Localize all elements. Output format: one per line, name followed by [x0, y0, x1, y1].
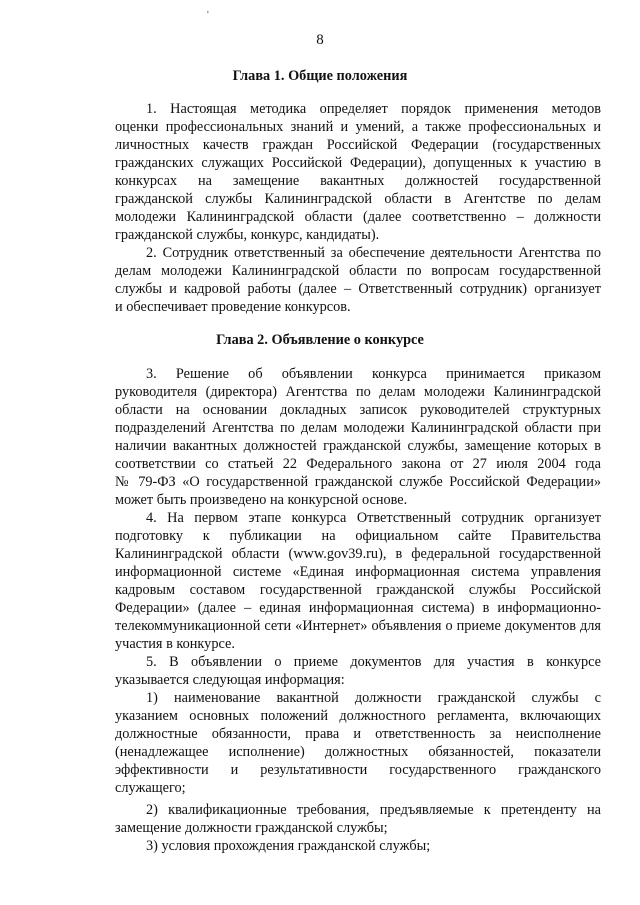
paragraph-line: молодежи Калининградской области (далее соответственно – должности — [115, 209, 601, 225]
paragraph-line: Калининградской области (www.gov39.ru), в федеральной государственной — [115, 546, 601, 562]
paragraph-line: соответствии со статьей 22 Федерального закона от 27 июля 2004 года — [115, 456, 601, 472]
paragraph-line: подготовку к публикации на официальном сайте Правительства — [115, 528, 601, 544]
paragraph-line: участия в конкурсе. — [115, 636, 235, 652]
paragraph-line: замещение должности гражданской службы; — [115, 820, 388, 836]
paragraph-line: 1) наименование вакантной должности гражданской службы с — [146, 690, 601, 706]
scan-mark: ' — [207, 10, 209, 21]
paragraph-line: области на основании докладных записок руководителей структурных — [115, 402, 601, 418]
paragraph-line: 5. В объявлении о приеме документов для участия в конкурсе — [146, 654, 601, 670]
paragraph-line: подразделений Агентства по делам молодежи Калининградской области при — [115, 420, 601, 436]
paragraph-line: кадровым составом государственной гражданской службы Российской — [115, 582, 601, 598]
paragraph-line: указывается следующая информация: — [115, 672, 345, 688]
paragraph-line: № 79-ФЗ «О государственной гражданской службе Российской Федерации» — [115, 474, 601, 490]
paragraph-line: может быть произведено на конкурсной основе. — [115, 492, 408, 508]
paragraph-line: делам молодежи Калининградской области по вопросам государственной — [115, 263, 601, 279]
paragraph-line: гражданской службы Калининградской области в Агентстве по делам — [115, 191, 601, 207]
paragraph-line: оценки профессиональных знаний и умений, а также профессиональных и — [115, 119, 601, 135]
paragraph-line: эффективности и результативности государственного гражданского — [115, 762, 601, 778]
paragraph-line: руководителя (директора) Агентства по делам молодежи Калининградской — [115, 384, 601, 400]
paragraph-line: указанием основных положений должностного регламента, включающих — [115, 708, 601, 724]
paragraph-line: служащего; — [115, 780, 186, 796]
paragraph-line: Федерации» (далее – единая информационная система) в информационно- — [115, 600, 601, 616]
paragraph-line: должностные обязанности, права и ответственность за неисполнение — [115, 726, 601, 742]
paragraph-line: (ненадлежащее исполнение) должностных обязанностей, показатели — [115, 744, 601, 760]
paragraph-line: 2. Сотрудник ответственный за обеспечение деятельности Агентства по — [146, 245, 601, 261]
paragraph-line: 3) условия прохождения гражданской службы; — [146, 838, 431, 854]
chapter-2-title: Глава 2. Объявление о конкурсе — [216, 332, 424, 348]
paragraph-line: гражданской службы, конкурс, кандидаты). — [115, 227, 380, 243]
paragraph-line: информационной системе «Единая информационная система управления — [115, 564, 601, 580]
paragraph-line: 4. На первом этапе конкурса Ответственный сотрудник организует — [146, 510, 601, 526]
paragraph-line: 2) квалификационные требования, предъявляемые к претенденту на — [146, 802, 601, 818]
paragraph-line: телекоммуникационной сети «Интернет» объявления о приеме документов для — [115, 618, 601, 634]
paragraph-line: гражданских служащих Российской Федерации), допущенных к участию в — [115, 155, 601, 171]
paragraph-line: службы и кадровой работы (далее – Ответственный сотрудник) организует — [115, 281, 601, 297]
paragraph-line: 1. Настоящая методика определяет порядок применения методов — [146, 101, 601, 117]
paragraph-line: наличии вакантных должностей гражданской службы, замещение которых в — [115, 438, 601, 454]
paragraph-line: 3. Решение об объявлении конкурса принимается приказом — [146, 366, 601, 382]
paragraph-line: личностных качеств граждан Российской Федерации (государственных — [115, 137, 601, 153]
chapter-1-title: Глава 1. Общие положения — [232, 68, 408, 84]
paragraph-line: конкурсах на замещение вакантных должностей государственной — [115, 173, 601, 189]
paragraph-line: и обеспечивает проведение конкурсов. — [115, 299, 351, 315]
page-number: 8 — [316, 32, 324, 48]
